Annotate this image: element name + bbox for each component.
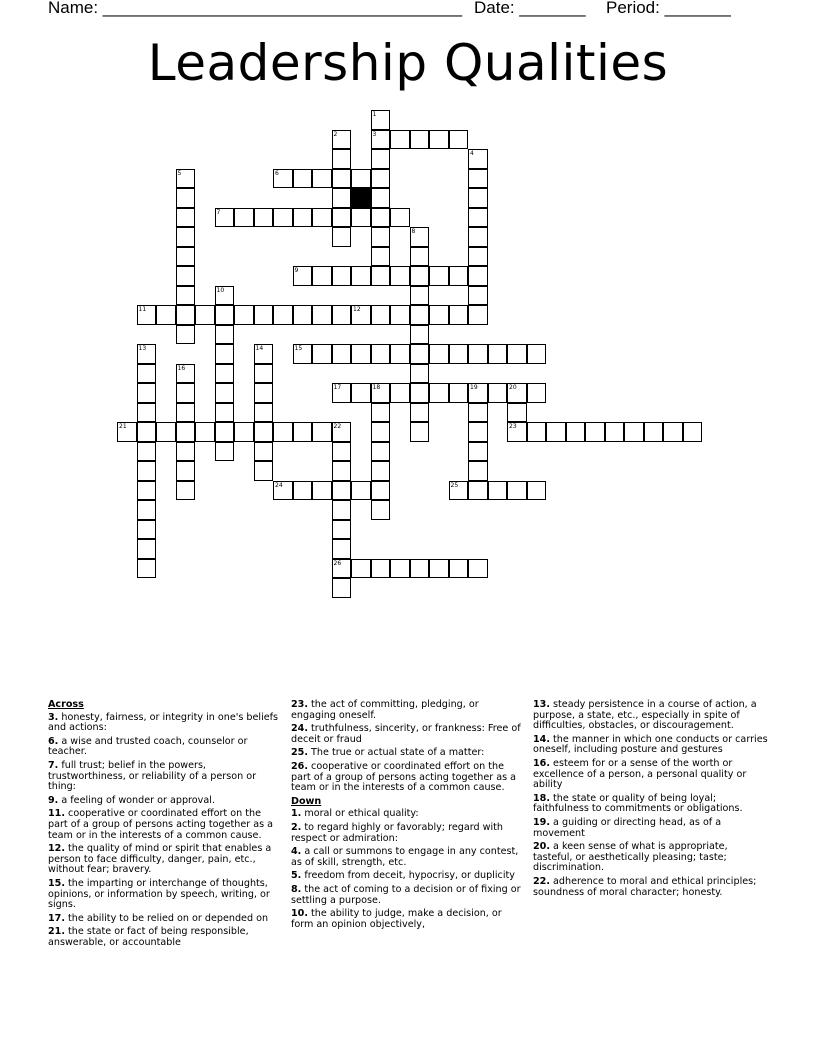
grid-cell[interactable]	[410, 344, 430, 364]
grid-cell[interactable]	[527, 422, 547, 442]
grid-cell[interactable]	[254, 383, 274, 403]
grid-cell[interactable]	[410, 364, 430, 384]
clue-number-label: 21.	[48, 926, 65, 938]
clue-number-label: 13.	[533, 699, 550, 710]
grid-cell[interactable]	[176, 286, 196, 306]
grid-cell[interactable]	[176, 227, 196, 247]
grid-cell[interactable]	[429, 559, 449, 579]
clue-item	[48, 914, 283, 925]
clue-number-label: 5.	[291, 870, 302, 882]
clue-number: 11	[138, 306, 147, 313]
clue-number: 22	[333, 423, 342, 430]
clue-number: 3	[372, 130, 377, 138]
grid-cell[interactable]	[351, 266, 371, 286]
grid-cell[interactable]	[507, 403, 527, 423]
grid-cell[interactable]	[371, 481, 391, 501]
clue-number: 19	[470, 384, 478, 391]
clue-text: the act of coming to a decision or of fixing or settling a purpose.	[291, 883, 521, 906]
clue-text: the state or quality of being loyal; faithfulness to commitments or obligations.	[533, 792, 743, 815]
clue-number-label: 22.	[533, 875, 550, 887]
clue-number-label: 20.	[533, 841, 550, 853]
grid-cell[interactable]	[410, 286, 430, 306]
clue-number: 18	[372, 384, 381, 391]
grid-cell[interactable]	[488, 383, 508, 403]
grid-cell[interactable]	[176, 188, 196, 208]
clue-number-label: 14.	[533, 733, 550, 745]
grid-cell[interactable]	[468, 344, 488, 364]
clue-number: 7	[216, 208, 221, 216]
grid-cell[interactable]	[254, 364, 274, 384]
grid-cell[interactable]	[332, 539, 352, 559]
clue-number: 9	[294, 267, 299, 274]
grid-cell[interactable]	[605, 422, 625, 442]
grid-cell[interactable]	[371, 227, 391, 247]
clue-text: a call or summons to engage in any contest, as of skill, strength, etc.	[291, 846, 519, 868]
clue-number-label: 15.	[48, 877, 65, 889]
clue-number: 20	[509, 384, 517, 391]
grid-cell[interactable]	[351, 481, 371, 501]
clues-column-1	[48, 700, 283, 951]
grid-cell[interactable]	[332, 578, 352, 598]
grid-cell[interactable]	[371, 461, 391, 481]
grid-cell[interactable]	[468, 559, 488, 579]
clue-item	[48, 737, 283, 758]
clue-number: 5	[177, 169, 182, 177]
clue-number-label: 2.	[291, 821, 302, 833]
grid-cell[interactable]	[468, 208, 488, 228]
grid-cell[interactable]	[137, 461, 157, 481]
clue-item	[48, 844, 283, 876]
clue-item	[533, 818, 768, 839]
clue-item	[291, 885, 526, 906]
clue-number: 8	[411, 228, 416, 235]
grid-cell[interactable]	[624, 422, 644, 442]
grid-cell[interactable]	[215, 305, 235, 325]
clue-text: moral or ethical quality:	[301, 808, 419, 820]
grid-cell[interactable]	[254, 422, 274, 442]
clue-number-label: 3.	[48, 711, 59, 723]
grid-cell[interactable]	[137, 481, 157, 501]
grid-cell[interactable]	[137, 520, 157, 540]
grid-cell[interactable]	[293, 481, 313, 501]
clue-number-label: 24.	[291, 723, 308, 735]
grid-cell[interactable]	[429, 383, 449, 403]
clue-text: steady persistence in a course of action, a purpose, a state, etc., especially in spite of difficulties, obstacles, or discouragement.	[533, 699, 757, 732]
grid-cell[interactable]	[176, 481, 196, 501]
grid-cell[interactable]	[468, 247, 488, 267]
grid-cell[interactable]	[351, 344, 371, 364]
grid-cell[interactable]	[468, 286, 488, 306]
grid-cell[interactable]	[468, 227, 488, 247]
grid-cell[interactable]	[449, 344, 469, 364]
clue-item	[291, 823, 526, 844]
grid-cell[interactable]	[683, 422, 703, 442]
down-heading: Down	[291, 795, 322, 807]
clue-item	[291, 871, 526, 882]
clue-item	[533, 735, 768, 756]
grid-cell[interactable]	[254, 461, 274, 481]
grid-cell[interactable]	[410, 383, 430, 403]
date-field[interactable]: Date: _______	[474, 0, 586, 17]
clue-text: the imparting or interchange of thoughts, opinions, or information by speech, writing, or signs.	[48, 877, 270, 911]
grid-cell[interactable]	[449, 559, 469, 579]
grid-cell[interactable]	[585, 422, 605, 442]
across-clue-list-continued	[291, 700, 526, 794]
clue-number: 21	[119, 423, 127, 430]
period-field[interactable]: Period: _______	[606, 0, 731, 17]
clue-text: the state or fact of being responsible, answerable, or accountable	[48, 926, 249, 948]
clue-text: esteem for or a sense of the worth or excellence of a person, a personal quality or ability	[533, 757, 747, 791]
clue-item	[48, 761, 283, 793]
grid-cell[interactable]	[468, 169, 488, 189]
clue-text: the ability to be relied on or depended on	[65, 912, 269, 924]
grid-cell[interactable]	[449, 266, 469, 286]
clues-column-3	[533, 700, 768, 901]
grid-cell[interactable]	[488, 481, 508, 501]
grid-cell[interactable]	[137, 422, 157, 442]
grid-cell[interactable]	[468, 266, 488, 286]
grid-cell[interactable]	[176, 325, 196, 345]
clue-item	[291, 909, 526, 930]
grid-cell[interactable]	[137, 383, 157, 403]
grid-cell[interactable]	[527, 481, 547, 501]
clue-number-label: 6.	[48, 735, 59, 747]
grid-cell[interactable]	[371, 422, 391, 442]
clue-text: truthfulness, sincerity, or frankness: Free of deceit or fraud	[291, 723, 521, 745]
grid-cell[interactable]	[390, 305, 410, 325]
grid-cell[interactable]	[371, 169, 391, 189]
clue-text: The true or actual state of a matter:	[308, 747, 485, 759]
clue-number-label: 4.	[291, 846, 302, 858]
clue-number: 25	[450, 481, 459, 489]
grid-cell[interactable]	[468, 305, 488, 325]
clue-text: the ability to judge, make a decision, or form an opinion objectively,	[291, 908, 502, 930]
grid-cell[interactable]	[312, 169, 332, 189]
grid-cell[interactable]	[332, 227, 352, 247]
grid-cell[interactable]	[254, 442, 274, 462]
grid-cell[interactable]	[176, 422, 196, 442]
clue-text: the act of committing, pledging, or engaging oneself.	[291, 699, 479, 721]
clue-item	[533, 759, 768, 791]
grid-cell[interactable]	[332, 208, 352, 228]
grid-cell[interactable]	[332, 461, 352, 481]
grid-cell[interactable]	[410, 559, 430, 579]
grid-cell[interactable]	[137, 364, 157, 384]
grid-cell[interactable]	[176, 461, 196, 481]
grid-cell[interactable]	[429, 266, 449, 286]
grid-cell[interactable]	[566, 422, 586, 442]
clue-number-label: 18.	[533, 792, 550, 804]
grid-cell[interactable]	[293, 208, 313, 228]
grid-cell[interactable]	[371, 500, 391, 520]
clue-item	[533, 842, 768, 874]
across-heading: Across	[48, 699, 84, 710]
grid-cell[interactable]	[176, 266, 196, 286]
grid-cell[interactable]	[507, 344, 527, 364]
grid-cell[interactable]	[332, 169, 352, 189]
clue-text: to regard highly or favorably; regard with respect or admiration:	[291, 821, 503, 844]
grid-cell[interactable]	[546, 422, 566, 442]
grid-cell[interactable]	[156, 305, 176, 325]
grid-cell[interactable]	[195, 422, 215, 442]
grid-cell[interactable]	[234, 422, 254, 442]
down-clue-list-continued	[533, 700, 768, 898]
clue-text: full trust; belief in the powers, trustworthiness, or reliability of a person or thing:	[48, 759, 257, 793]
grid-cell[interactable]	[176, 442, 196, 462]
grid-cell[interactable]	[215, 403, 235, 423]
grid-cell[interactable]	[410, 305, 430, 325]
grid-cell[interactable]	[195, 305, 215, 325]
clue-item	[48, 809, 283, 841]
black-cell	[351, 188, 371, 208]
grid-cell[interactable]	[176, 383, 196, 403]
grid-cell[interactable]	[215, 383, 235, 403]
grid-cell[interactable]	[137, 539, 157, 559]
clue-number: 16	[177, 364, 186, 372]
clue-item	[291, 847, 526, 868]
clue-text: adherence to moral and ethical principles; soundness of moral character; honesty.	[533, 875, 757, 898]
grid-cell[interactable]	[468, 461, 488, 481]
grid-cell[interactable]	[507, 481, 527, 501]
grid-cell[interactable]	[137, 559, 157, 579]
grid-cell[interactable]	[449, 130, 469, 150]
grid-cell[interactable]	[371, 149, 391, 169]
clue-text: a feeling of wonder or approval.	[58, 794, 215, 806]
grid-cell[interactable]	[312, 344, 332, 364]
clue-item	[533, 877, 768, 898]
clue-number: 13	[138, 345, 147, 352]
clue-number-label: 10.	[291, 908, 308, 920]
grid-cell[interactable]	[234, 208, 254, 228]
clue-number: 6	[275, 169, 279, 177]
grid-cell[interactable]	[351, 208, 371, 228]
clue-text: cooperative or coordinated effort on the part of a group of persons acting together as a team or in the interests of a common cause.	[48, 808, 274, 841]
clue-number: 23	[509, 423, 517, 430]
grid-cell[interactable]	[429, 130, 449, 150]
grid-cell[interactable]	[273, 208, 293, 228]
grid-cell[interactable]	[254, 208, 274, 228]
grid-cell[interactable]	[390, 559, 410, 579]
clue-number-label: 23.	[291, 699, 308, 710]
clue-text: a wise and trusted coach, counselor or teacher.	[48, 735, 248, 758]
grid-cell[interactable]	[332, 305, 352, 325]
grid-cell[interactable]	[410, 422, 430, 442]
grid-cell[interactable]	[488, 344, 508, 364]
clue-number: 26	[333, 559, 342, 567]
clue-item	[533, 794, 768, 815]
clue-number-label: 12.	[48, 843, 65, 855]
clue-number: 10	[216, 286, 225, 294]
clue-item	[48, 713, 283, 734]
clue-number: 12	[353, 306, 361, 313]
grid-cell[interactable]	[663, 422, 683, 442]
grid-cell[interactable]	[410, 266, 430, 286]
clue-item	[48, 879, 283, 911]
clue-item	[291, 700, 526, 721]
grid-cell[interactable]	[390, 208, 410, 228]
grid-cell[interactable]	[468, 422, 488, 442]
clues-column-2	[291, 700, 526, 933]
grid-cell[interactable]	[293, 305, 313, 325]
grid-cell[interactable]	[371, 208, 391, 228]
clue-number-label: 8.	[291, 883, 302, 895]
grid-cell[interactable]	[468, 403, 488, 423]
grid-cell[interactable]	[176, 247, 196, 267]
grid-cell[interactable]	[312, 305, 332, 325]
clue-item	[291, 748, 526, 759]
grid-cell[interactable]	[390, 130, 410, 150]
grid-cell[interactable]	[312, 266, 332, 286]
grid-cell[interactable]	[390, 344, 410, 364]
grid-cell[interactable]	[371, 266, 391, 286]
clue-number: 1	[372, 111, 377, 118]
clue-item	[48, 796, 283, 807]
grid-cell[interactable]	[215, 364, 235, 384]
clue-number-label: 16.	[533, 757, 550, 769]
clue-number-label: 11.	[48, 808, 65, 820]
grid-cell[interactable]	[410, 325, 430, 345]
clue-text: freedom from deceit, hypocrisy, or duplicity	[301, 870, 515, 882]
grid-cell[interactable]	[176, 403, 196, 423]
grid-cell[interactable]	[156, 422, 176, 442]
grid-cell[interactable]	[273, 305, 293, 325]
grid-cell[interactable]	[254, 403, 274, 423]
grid-cell[interactable]	[332, 266, 352, 286]
grid-cell[interactable]	[176, 208, 196, 228]
clue-number: 2	[333, 130, 338, 138]
grid-cell[interactable]	[215, 422, 235, 442]
clue-text: the quality of mind or spirit that enables a person to face difficulty, danger, pain, etc., without fear; bravery.	[48, 843, 272, 876]
grid-cell[interactable]	[371, 188, 391, 208]
name-field[interactable]: Name: ______________________________________	[48, 0, 463, 17]
clue-number-label: 19.	[533, 816, 550, 828]
clue-text: cooperative or coordinated effort on the part of a group of persons acting together as a team or in the interests of a common cause.	[291, 760, 517, 794]
grid-cell[interactable]	[351, 383, 371, 403]
grid-cell[interactable]	[351, 169, 371, 189]
clue-number-label: 26.	[291, 760, 308, 772]
grid-cell[interactable]	[468, 481, 488, 501]
clue-number-label: 17.	[48, 912, 65, 924]
grid-cell[interactable]	[332, 481, 352, 501]
grid-cell[interactable]	[371, 403, 391, 423]
clue-number: 24	[275, 481, 283, 489]
grid-cell[interactable]	[410, 247, 430, 267]
clue-item	[291, 724, 526, 745]
grid-cell[interactable]	[332, 344, 352, 364]
clue-text: the manner in which one conducts or carries oneself, including posture and gestures	[533, 733, 768, 756]
clue-number: 17	[333, 384, 342, 391]
grid-cell[interactable]	[371, 247, 391, 267]
clue-text: a keen sense of what is appropriate, tasteful, or aesthetically pleasing; taste; discrimination.	[533, 841, 728, 874]
grid-cell[interactable]	[273, 422, 293, 442]
grid-cell[interactable]	[371, 442, 391, 462]
grid-cell[interactable]	[293, 169, 313, 189]
grid-cell[interactable]	[351, 559, 371, 579]
grid-cell[interactable]	[449, 305, 469, 325]
grid-cell[interactable]	[468, 442, 488, 462]
grid-cell[interactable]	[371, 559, 391, 579]
page-title: Leadership Qualities	[147, 34, 669, 92]
grid-cell[interactable]	[215, 344, 235, 364]
across-clue-list	[48, 713, 283, 949]
grid-cell[interactable]	[468, 188, 488, 208]
grid-cell[interactable]	[312, 208, 332, 228]
clue-text: a guiding or directing head, as of a movement	[533, 816, 722, 839]
grid-cell[interactable]	[390, 266, 410, 286]
grid-cell[interactable]	[332, 500, 352, 520]
grid-cell[interactable]	[215, 325, 235, 345]
grid-cell[interactable]	[371, 344, 391, 364]
clue-text: honesty, fairness, or integrity in one's beliefs and actions:	[48, 711, 279, 734]
grid-cell[interactable]	[312, 481, 332, 501]
grid-cell[interactable]	[410, 130, 430, 150]
clue-item	[533, 700, 768, 732]
grid-cell[interactable]	[390, 383, 410, 403]
grid-cell[interactable]	[644, 422, 664, 442]
clue-number-label: 7.	[48, 759, 59, 771]
grid-cell[interactable]	[215, 442, 235, 462]
grid-cell[interactable]	[332, 149, 352, 169]
grid-cell[interactable]	[449, 383, 469, 403]
clue-number-label: 25.	[291, 747, 308, 759]
grid-cell[interactable]	[429, 344, 449, 364]
grid-cell[interactable]	[429, 305, 449, 325]
grid-cell[interactable]	[527, 383, 547, 403]
grid-cell[interactable]	[312, 422, 332, 442]
clue-item	[291, 762, 526, 794]
grid-cell[interactable]	[176, 305, 196, 325]
grid-cell[interactable]	[137, 403, 157, 423]
clue-item	[291, 809, 526, 820]
clue-number-label: 9.	[48, 794, 59, 806]
clue-number-label: 1.	[291, 808, 302, 820]
grid-cell[interactable]	[332, 520, 352, 540]
down-clue-list	[291, 809, 526, 930]
clue-number: 4	[470, 150, 474, 157]
grid-cell[interactable]	[527, 344, 547, 364]
grid-cell[interactable]	[332, 188, 352, 208]
grid-cell[interactable]	[234, 305, 254, 325]
grid-cell[interactable]	[410, 403, 430, 423]
grid-cell[interactable]	[293, 422, 313, 442]
grid-cell[interactable]	[254, 305, 274, 325]
grid-cell[interactable]	[371, 305, 391, 325]
grid-cell[interactable]	[137, 442, 157, 462]
clue-number: 15	[294, 345, 303, 352]
clue-number: 14	[255, 345, 264, 352]
clue-item	[48, 927, 283, 948]
grid-cell[interactable]	[137, 500, 157, 520]
grid-cell[interactable]	[332, 442, 352, 462]
